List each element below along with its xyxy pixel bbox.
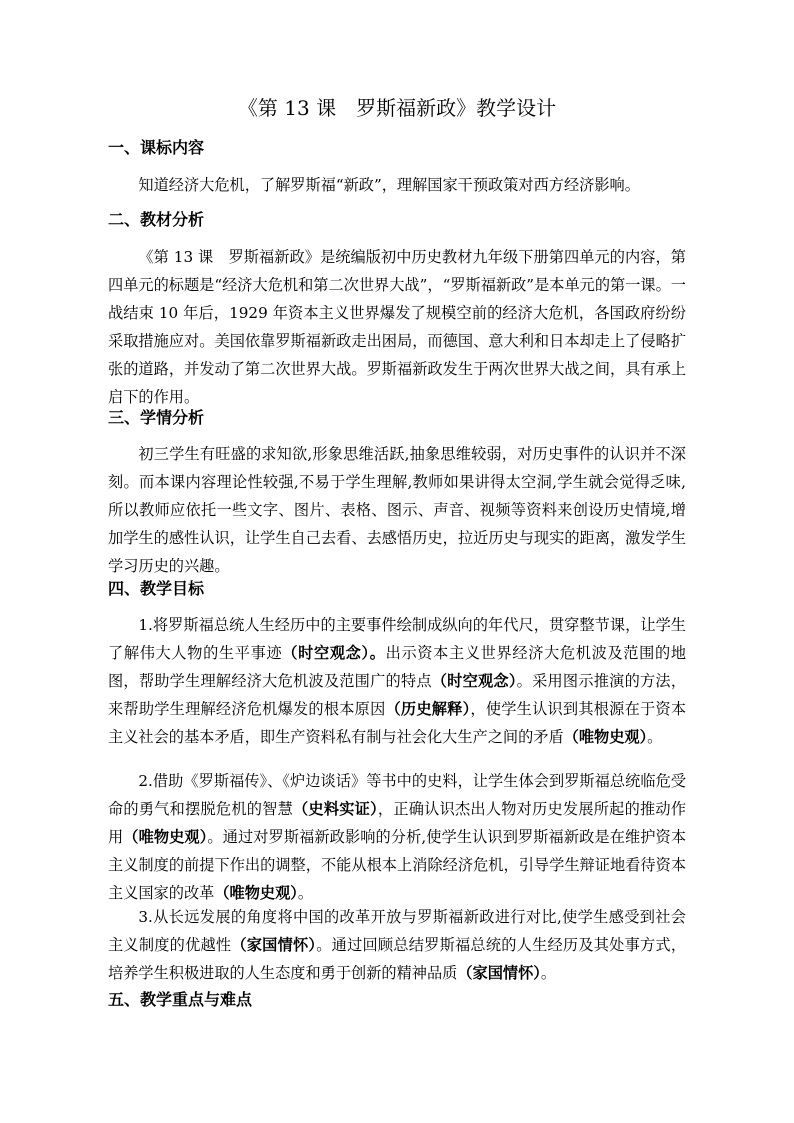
document-title: 《第 13 课 罗斯福新政》教学设计 [237, 96, 557, 120]
objective-2-text-c: 。通过对罗斯福新政影响的分析,使学生认识到罗斯福新政是在维护资本主义制度的前提下作出的调整，不能从根本上消除经济危机，引导学生辩证地看待资本主义国家的改革 [108, 828, 687, 902]
paragraph-students: 初三学生有旺盛的求知欲,形象思维活跃,抽象思维较弱，对历史事件的认识并不深刻。而本课内容理论性较强,不易于学生理解,教师如果讲得太空洞,学生就会觉得乏味,所以教师应依托一些文字、图片、表格、图示、声音、视频等资料来创设历史情境,增加学生的感性认识，让学生自己去看、去感悟历史，拉近历史与现实的距离，激发学生学习历史的兴趣。 [108, 445, 686, 575]
objective-1-text-d: ，使学生认识到其根源在于资本主义社会的基本矛盾，即生产资料私有制与社会化大生产之间的矛盾 [108, 700, 687, 746]
objective-2-text-b: ，正确认识杰出人物对历史发展所起的推动作用 [108, 800, 687, 846]
section-heading-curriculum: 一、课标内容 [108, 138, 205, 157]
objective-2-text-a: 2.借助《罗斯福传》、《炉边谈话》等书中的史料，让学生体会到罗斯福总统临危受命的勇气和摆脱危机的智慧 [108, 772, 686, 818]
objective-1-tag-b: （时空观念） [431, 672, 517, 690]
objective-3-text-c: 。 [540, 964, 557, 982]
paragraph-curriculum: 知道经济大危机，了解罗斯福“新政”，理解国家干预政策对西方经济影响。 [138, 176, 640, 194]
paragraph-textbook: 《第 13 课 罗斯福新政》是统编版初中历史教材九年级下册第四单元的内容，第四单元的标题是“经济大危机和第二次世界大战”，“罗斯福新政”是本单元的第一课。一战结束 10 年后，1929 年资本主义世界爆发了规模空前的经济大危机，各国政府纷纷采取措施应对。美国依靠罗斯福新政走出困局，而德国、意大利和日本却走上了侵略扩张的道路，并发动了第二次世界大战。罗斯福新政发生于两次世界大战之间，具有承上启下的作用。 [108, 248, 686, 406]
objective-2-tag-a: （史料实证） [293, 800, 378, 818]
objective-2-tag-c: （唯物史观） [214, 884, 298, 902]
objective-3-tag-a: （家国情怀） [231, 936, 317, 954]
section-heading-objectives: 四、教学目标 [108, 579, 205, 598]
objective-1-text-e: 。 [647, 728, 663, 746]
objective-3-text-a: 3.从长远发展的角度将中国的改革开放与罗斯福新政进行对比,使学生感受到社会主义制度的优越性 [108, 908, 686, 954]
objective-1-text-b: 出示资本主义世界经济大危机波及范围的地图，帮助学生理解经济大危机波及范围广的特点 [108, 644, 687, 690]
objective-1-text-c: 。采用图示推演的方法，来帮助学生理解经济危机爆发的根本原因 [108, 672, 687, 718]
objective-2-text-d: 。 [297, 884, 314, 902]
objective-1-tag-d: （唯物史观） [563, 728, 648, 746]
objective-1-text-a: 1.将罗斯福总统人生经历中的主要事件绘制成纵向的年代尺，贯穿整节课，让学生了解伟大人物的生平事迹 [108, 616, 686, 662]
objective-3-text-b: 。通过回顾总结罗斯福总统的人生经历及其处事方式，培养学生积极进取的人生态度和勇于创新的精神品质 [108, 936, 687, 982]
section-heading-textbook: 二、教材分析 [108, 210, 205, 229]
objective-2-tag-b: （唯物史观） [123, 828, 208, 846]
objective-1-tag-c: （历史解释） [385, 700, 471, 718]
objective-1-tag-a: （时空观念）。 [282, 644, 386, 662]
objective-paragraph-1 [108, 611, 686, 751]
objective-paragraph-3 [108, 903, 686, 987]
objective-3-tag-b: （家国情怀） [457, 964, 541, 982]
objective-paragraph-2 [108, 767, 686, 907]
section-heading-key-points: 五、教学重点与难点 [108, 990, 253, 1009]
section-heading-students: 三、学情分析 [108, 408, 205, 427]
